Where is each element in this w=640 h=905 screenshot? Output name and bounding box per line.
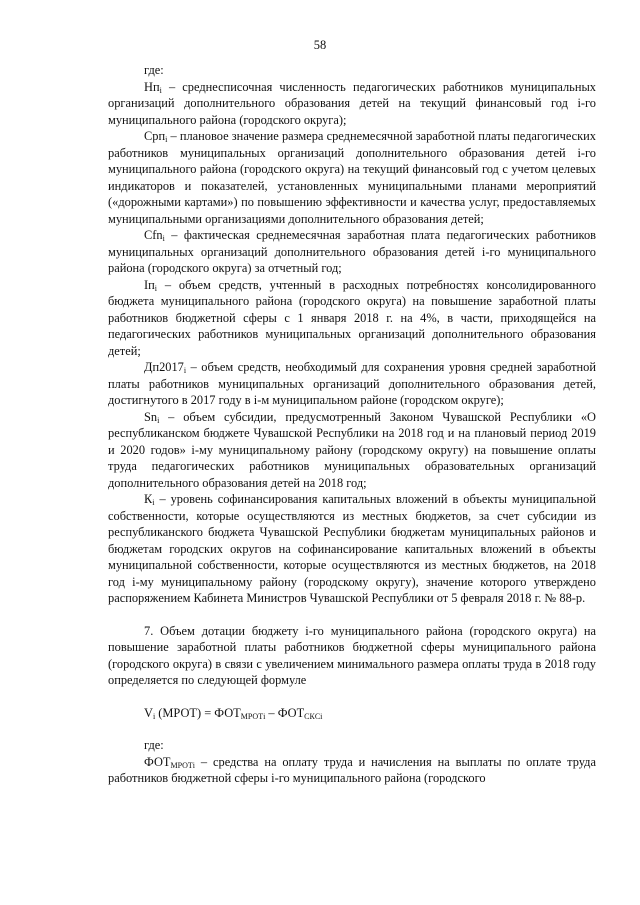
page-number: 58 xyxy=(313,38,327,52)
definition-symbol-sub: МРОТi xyxy=(170,760,196,770)
formula-lhs: V xyxy=(144,705,153,720)
definition-symbol: К xyxy=(144,492,153,506)
definition-symbol: Sn xyxy=(144,409,158,424)
definition-text: – плановое значение размера среднемесячной заработной платы педагогических работников муниципальных организаций дополнительного образования детей i-го муниципального района (городского округа) на текущий финансовый год с учетом целевых индикаторов и показателей, установленных муниципальными планами мероприятий («дорожными картами») по повышению эффективности и качества услуг, предоставляемых муниципальными организациями дополнительного образования детей; xyxy=(108,129,596,226)
definition-fot-mrot xyxy=(108,754,596,787)
spacer xyxy=(108,721,596,737)
definition-symbol-sub: i xyxy=(162,234,165,243)
definition-symbol: Iп xyxy=(144,277,155,292)
definition-symbol: Нп xyxy=(144,79,160,94)
spacer xyxy=(108,607,596,623)
formula-term2-sub: СКCi xyxy=(304,711,323,721)
definition-symbol-sub: i xyxy=(157,415,160,425)
definition-item xyxy=(108,409,596,492)
definitions-list xyxy=(108,79,596,607)
definition-text: – уровень софинансирования капитальных вложений в объекты муниципальной собственности, которые осуществляются из местных бюджетов, за счет субсидии из республиканского бюджета Чувашской Республики бюджетам муниципальных районов и бюджетам городских округов на софинансирование капитальных вложений в объекты муниципальной собственности, которые осуществляются из местных бюджетов, на 2018 год i-му муниципальному району (городскому округу), значение которого утверждено распоряжением Кабинета Министров Чувашской Республики от 5 февраля 2018 г. № 88-р. xyxy=(108,492,596,605)
formula-minus: – ФОТ xyxy=(265,705,305,720)
formula-lhs-sub: i xyxy=(152,711,156,721)
definition-item xyxy=(108,491,596,607)
definition-text: – объем средств, учтенный в расходных потребностях консолидированного бюджета муниципального района (городского округа) на повышение заработной платы работников бюджетной сферы с 1 января 2018 г. на 4%, в части, приходящейся на педагогических работников муниципальных организаций дополнительного образования детей; xyxy=(108,277,596,358)
definition-symbol: Срп xyxy=(144,129,166,143)
definition-symbol-sub: i xyxy=(152,498,155,507)
definition-symbol: ФОТ xyxy=(144,754,171,769)
where-label-2: где: xyxy=(144,738,164,752)
formula-line xyxy=(108,705,596,722)
definition-item xyxy=(108,227,596,277)
definition-symbol-sub: i xyxy=(183,366,187,375)
definition-symbol-sub: i xyxy=(165,135,168,144)
definition-item xyxy=(108,277,596,360)
intro-where: где: xyxy=(144,63,164,77)
definition-item xyxy=(108,128,596,227)
definition-text: – объем средств, необходимый для сохранения уровня средней заработной платы работников муниципальных организаций дополнительного образования детей, достигнутого в 2017 году в i-м муниципальном районе (городском округе); xyxy=(108,360,596,407)
formula-lhs-rest: (МРОТ) = ФОТ xyxy=(155,705,241,720)
definition-item xyxy=(108,79,596,129)
definition-symbol: Cfn xyxy=(144,228,163,242)
section-7-paragraph: 7. Объем дотации бюджету i-го муниципального района (городского округа) на повышение заработной платы работников бюджетной сферы муниципального района (городского округа) в связи с увеличением минимального размера оплаты труда в 2018 году определяется по следующей формуле xyxy=(108,623,596,687)
definition-symbol-sub: i xyxy=(159,85,162,95)
page-body xyxy=(108,62,596,787)
formula-term1-sub: МРОТi xyxy=(240,711,266,721)
spacer xyxy=(108,689,596,705)
definition-text: – средства на оплату труда и начисления на выплаты по оплате труда работников бюджетной сферы i-го муниципального района (городского xyxy=(108,754,596,785)
definition-symbol-sub: i xyxy=(154,283,157,293)
definition-symbol: Дп2017 xyxy=(144,360,184,374)
definition-text: – среднесписочная численность педагогических работников муниципальных организаций дополнительного образования детей на текущий финансовый год i-го муниципального района (городского округа); xyxy=(108,79,596,127)
definition-item xyxy=(108,359,596,409)
definition-text: – объем субсидии, предусмотренный Законом Чувашской Республики «О республиканском бюджете Чувашской Республики на 2018 год и на плановый период 2019 и 2020 годов» i-му муниципальному району (городскому округу) на повышение оплаты труда педагогических работников муниципальных образовательных организаций дополнительного образования детей на 2018 год; xyxy=(108,409,596,490)
definition-text: – фактическая среднемесячная заработная плата педагогических работников муниципальных организаций дополнительного образования детей i-го муниципального района (городского округа) за отчетный год; xyxy=(108,228,596,275)
